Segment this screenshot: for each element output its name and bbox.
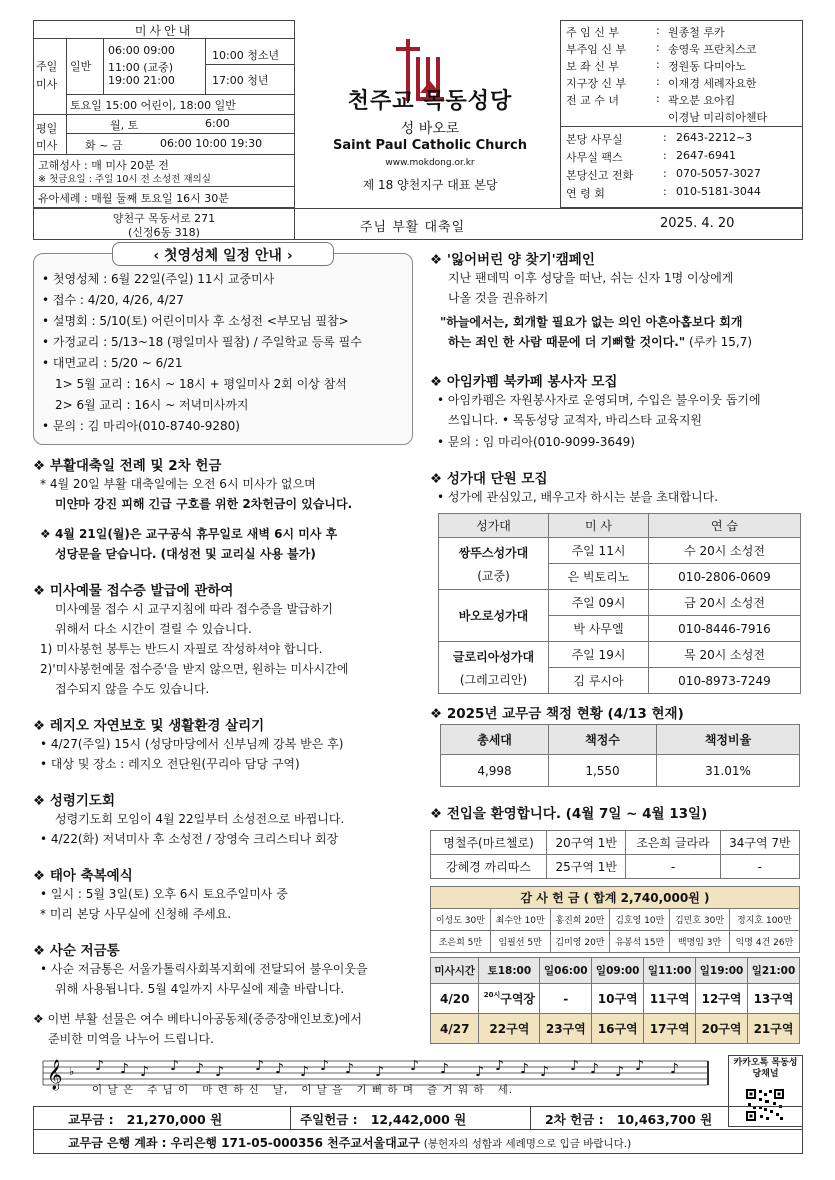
music-note-icon: ♪ bbox=[615, 1064, 624, 1080]
lent-box-text: 위해 사용됩니다. 5월 4일까지 사무실에 제출 바랍니다. bbox=[55, 982, 345, 996]
first-communion-item-text: 2> 6월 교리 : 16시 ~ 저녁미사까지 bbox=[55, 398, 249, 412]
music-note-icon: ♪ bbox=[520, 1061, 529, 1077]
general-times: 06:00 09:00 bbox=[108, 44, 175, 57]
reader-district-text: 16구역 bbox=[597, 1022, 638, 1036]
reader-district-text: 10구역 bbox=[597, 992, 638, 1006]
thanks-donor: 유봉석 15만 bbox=[610, 931, 670, 953]
bank-account-info: 교무금 은행 계좌 : 우리은행 171-05-000356 천주교서울대교구 (봉헌자의 성함과 세례명으로 입금 바랍니다.) bbox=[68, 1136, 632, 1150]
bookcafe-text: 쓰입니다. • 목동성당 교적자, 바리스타 교육지원 bbox=[448, 413, 703, 427]
fetus-blessing-title: ❖ 태아 축복예식 bbox=[33, 868, 133, 884]
newcomer-district: 25구역 1반 bbox=[547, 855, 626, 879]
spirit-prayer-text: 성령기도회 모임이 4월 22일부터 소성전으로 바뀝니다. bbox=[55, 812, 345, 826]
thanks-donor: 익명 4건 26만 bbox=[729, 931, 799, 953]
thanks-donor: 김호영 10만 bbox=[610, 909, 670, 931]
bookcafe-text: • 아임카펨은 자원봉사자로 운영되며, 수입은 불우이웃 돕기에 bbox=[437, 393, 761, 407]
staff-name: 곽오분 요아킴 bbox=[668, 94, 736, 107]
kakao-channel-label: 카카오톡 목동성당채널 bbox=[733, 1058, 798, 1079]
music-note-icon: ♪ bbox=[590, 1061, 599, 1077]
reader-date: 4/27 bbox=[431, 1014, 479, 1044]
choir-contact-name: 박 사무엘 bbox=[549, 616, 649, 642]
mass-schedule-title: 미사안내 bbox=[134, 24, 194, 38]
reader-district bbox=[696, 984, 748, 1014]
reader-date: 4/20 bbox=[431, 984, 479, 1014]
choir-contact: 010-8446-7916 bbox=[649, 616, 801, 642]
thanks-donor: 이성도 30만 bbox=[431, 909, 491, 931]
legio-title: ❖ 레지오 자연보호 및 생활환경 살리기 bbox=[33, 718, 265, 734]
music-note-icon: ♪ bbox=[300, 1064, 309, 1080]
staff-colon: : bbox=[656, 24, 660, 37]
district-rep: 제 18 양천지구 대표 본당 bbox=[362, 178, 498, 192]
reader-district-text: 구역장 bbox=[500, 992, 536, 1006]
staff-name: 정원동 다미아노 bbox=[668, 60, 746, 73]
first-communion-item-text: 대면교리 : 5/20 ~ 6/21 bbox=[52, 356, 183, 370]
legio-text: • 대상 및 장소 : 레지오 전단원(꾸리아 담당 구역) bbox=[40, 757, 300, 771]
tithe-value: 4,998 bbox=[441, 755, 549, 787]
reader-schedule-header: 일06:00 bbox=[540, 958, 592, 984]
first-communion-item bbox=[55, 395, 249, 415]
staff-role: 전 교 수 녀 bbox=[566, 94, 619, 107]
staff-role: 지구장 신 부 bbox=[566, 77, 627, 90]
music-note-icon: ♪ bbox=[95, 1058, 104, 1074]
first-communion-item-text: 설명회 : 5/10(토) 어린이미사 후 소성전 <부모님 필참> bbox=[52, 314, 349, 328]
music-note-icon: ♪ bbox=[635, 1058, 644, 1074]
first-communion-item-text: 1> 5월 교리 : 16시 ~ 18시 + 평일미사 2회 이상 참석 bbox=[55, 377, 347, 391]
church-address-old: (신정6동 318) bbox=[128, 226, 200, 239]
newcomer-name: 강혜경 까리따스 bbox=[431, 855, 547, 879]
patron-saint: 성 바오로 bbox=[400, 121, 460, 137]
contact-value: 070-5057-3027 bbox=[676, 167, 761, 180]
reader-schedule-header: 일19:00 bbox=[696, 958, 748, 984]
reader-district bbox=[479, 984, 540, 1014]
church-name: 천주교 목동성당 bbox=[347, 89, 513, 114]
first-communion-item: • 설명회 : 5/10(토) 어린이미사 후 소성전 <부모님 필참> bbox=[42, 314, 349, 328]
sunday-offering-total: 주일헌금 : 12,442,000 원 bbox=[300, 1112, 467, 1127]
choir-header: 미 사 bbox=[549, 514, 649, 538]
reader-district bbox=[540, 1014, 592, 1044]
reader-note: 20시 bbox=[483, 991, 501, 999]
music-note-icon: ♪ bbox=[320, 1058, 329, 1074]
mass-offering-text: 2)'미사봉헌예물 접수증'을 받지 않으면, 원하는 미사시간에 bbox=[40, 662, 349, 676]
welcome-title: ❖ 전입을 환영합니다. (4월 7일 ~ 4월 13일) bbox=[430, 806, 708, 822]
choir-mass: 주일 19시 bbox=[549, 642, 649, 668]
music-note-icon: ♪ bbox=[495, 1058, 504, 1074]
bookcafe-contact: • 문의 : 임 마리아(010-9099-3649) bbox=[437, 435, 635, 449]
scripture-quote: 하는 죄인 한 사람 때문에 더 기뻐할 것이다." (루카 15,7) bbox=[448, 335, 753, 349]
choir-title: ❖ 성가대 단원 모집 bbox=[430, 471, 548, 487]
thanks-donor: 홍진희 20만 bbox=[550, 909, 610, 931]
choir-header: 성가대 bbox=[439, 514, 549, 538]
choir-contact: 010-8973-7249 bbox=[649, 668, 801, 694]
young-adult-mass: 17:00 청년 bbox=[212, 74, 269, 87]
spirit-prayer-text: • 4/22(화) 저녁미사 후 소성전 / 장영숙 크리스티나 회장 bbox=[40, 832, 339, 846]
reader-district bbox=[592, 1014, 644, 1044]
music-note-icon: ♪ bbox=[410, 1058, 419, 1074]
reader-district-text: 20구역 bbox=[701, 1022, 742, 1036]
easter-text: * 4월 20일 부활 대축일에는 오전 6시 미사가 없으며 bbox=[40, 477, 316, 491]
tithe-total: 교무금 : 21,270,000 원 bbox=[68, 1112, 223, 1127]
mass-offering-title: ❖ 미사예물 접수증 발급에 관하여 bbox=[33, 583, 234, 599]
staff-name: 이재경 세례자요한 bbox=[668, 77, 757, 90]
music-note-icon: ♪ bbox=[255, 1058, 264, 1074]
reader-district bbox=[696, 1014, 748, 1044]
staff-colon: : bbox=[656, 58, 660, 71]
fetus-blessing-text: • 일시 : 5월 3일(토) 오후 6시 토요주일미사 중 bbox=[40, 887, 288, 901]
tithe-header: 총세대 bbox=[441, 725, 549, 755]
first-communion-item-text: 문의 : 김 마리아(010-8740-9280) bbox=[52, 419, 240, 433]
thanks-donor: 김미영 20만 bbox=[550, 931, 610, 953]
first-communion-item: • 가정교리 : 5/13~18 (평일미사 필참) / 주일학교 등록 필수 bbox=[42, 335, 362, 349]
staff-role: 부주임 신 부 bbox=[566, 43, 627, 56]
general-times: 19:00 21:00 bbox=[108, 74, 175, 87]
reader-district bbox=[748, 984, 800, 1014]
contact-colon: : bbox=[663, 167, 667, 180]
spirit-prayer-title: ❖ 성령기도회 bbox=[33, 793, 116, 809]
reader-district-text: 21구역 bbox=[753, 1022, 794, 1036]
first-communion-item-text: 가정교리 : 5/13~18 (평일미사 필참) / 주일학교 등록 필수 bbox=[52, 335, 362, 349]
reader-schedule-header: 일21:00 bbox=[748, 958, 800, 984]
choir-name: 글로리아성가대 (그레고리안) bbox=[439, 642, 549, 694]
tithe-header: 책정비율 bbox=[657, 725, 800, 755]
music-note-icon: ♪ bbox=[440, 1061, 449, 1077]
svg-text:𝄞: 𝄞 bbox=[47, 1060, 63, 1090]
choir-practice: 수 20시 소성전 bbox=[649, 538, 801, 564]
reader-schedule-header: 일11:00 bbox=[644, 958, 696, 984]
general-times: 11:00 (교중) bbox=[108, 61, 174, 74]
thanks-donor: 최수안 10만 bbox=[490, 909, 550, 931]
easter-gift-text: 준비한 미역을 나누어 드립니다. bbox=[48, 1032, 214, 1046]
contact-colon: : bbox=[663, 131, 667, 144]
newcomer-name: - bbox=[626, 855, 720, 879]
mon-sat-time: 6:00 bbox=[205, 117, 230, 130]
lent-box-text: • 사순 저금통은 서울가톨릭사회복지회에 전달되어 불우이웃을 bbox=[40, 962, 368, 976]
reader-district bbox=[540, 984, 592, 1014]
choir-practice: 금 20시 소성전 bbox=[649, 590, 801, 616]
thanks-donor: 정지호 100만 bbox=[729, 909, 799, 931]
music-note-icon: ♪ bbox=[670, 1061, 679, 1077]
choir-name: 쌍뚜스성가대 (교중) bbox=[439, 538, 549, 590]
thanks-donor: 조은희 5만 bbox=[431, 931, 491, 953]
newcomer-district: 20구역 1반 bbox=[547, 831, 626, 855]
newcomer-name: 조은희 글라라 bbox=[626, 831, 720, 855]
first-communion-item-text: 접수 : 4/20, 4/26, 4/27 bbox=[52, 293, 184, 307]
legio-text: • 4/27(주일) 15시 (성당마당에서 신부님께 강복 받은 후) bbox=[40, 737, 344, 751]
thanks-offering-table bbox=[430, 886, 800, 953]
music-note-icon: ♪ bbox=[275, 1061, 284, 1077]
lost-sheep-text: 나올 것을 권유하기 bbox=[448, 291, 549, 305]
choir-practice: 목 20시 소성전 bbox=[649, 642, 801, 668]
staff-colon: : bbox=[656, 75, 660, 88]
reader-district-text: 11구역 bbox=[649, 992, 690, 1006]
youth-mass: 10:00 청소년 bbox=[212, 49, 280, 62]
tithe-title: ❖ 2025년 교무금 책정 현황 (4/13 현재) bbox=[430, 706, 684, 722]
choir-header: 연 습 bbox=[649, 514, 801, 538]
choir-table bbox=[438, 513, 801, 694]
music-note-icon: ♪ bbox=[140, 1064, 149, 1080]
church-english-name: Saint Paul Catholic Church bbox=[332, 138, 528, 153]
contact-label: 사무실 팩스 bbox=[566, 151, 623, 164]
music-note-icon: ♪ bbox=[475, 1064, 484, 1080]
confession-info: 고해성사 : 매 미사 20분 전 bbox=[38, 159, 169, 172]
contact-value: 010-5181-3044 bbox=[676, 185, 761, 198]
easter-text: 미얀마 강진 피해 긴급 구호를 위한 2차헌금이 있습니다. bbox=[55, 497, 353, 511]
reader-district-text: 13구역 bbox=[753, 992, 794, 1006]
bulletin-date: 2025. 4. 20 bbox=[660, 216, 735, 231]
staff-role: 보 좌 신 부 bbox=[566, 60, 619, 73]
mass-offering-text: 접수되지 않을 수도 있습니다. bbox=[55, 682, 210, 696]
church-website[interactable]: www.mokdong.or.kr bbox=[385, 158, 475, 168]
tue-fri-times: 06:00 10:00 19:30 bbox=[160, 137, 263, 150]
mon-sat-label: 월, 토 bbox=[110, 119, 139, 132]
easter-title: ❖ 부활대축일 전례 및 2차 헌금 bbox=[33, 458, 222, 474]
music-note-icon: ♪ bbox=[345, 1061, 354, 1077]
reader-district bbox=[644, 984, 696, 1014]
music-note-icon: ♪ bbox=[215, 1064, 224, 1080]
choir-mass: 주일 09시 bbox=[549, 590, 649, 616]
reader-district bbox=[479, 1014, 540, 1044]
thanks-donor: 백명임 3만 bbox=[670, 931, 730, 953]
newcomer-district: 34구역 7반 bbox=[720, 831, 799, 855]
thanks-donor: 김민호 30만 bbox=[670, 909, 730, 931]
first-communion-item: • 대면교리 : 5/20 ~ 6/21 bbox=[42, 356, 183, 370]
church-address: 양천구 목동서로 271 bbox=[112, 212, 216, 225]
staff-colon: : bbox=[656, 92, 660, 105]
easter-text: ❖ 4월 21일(월)은 교구공식 휴무일로 새벽 6시 미사 후 bbox=[40, 527, 338, 541]
scripture-quote: "하늘에서는, 회개할 필요가 없는 의인 아흔아홉보다 회개 bbox=[440, 315, 743, 329]
hymn-lyrics: 이 날 은 주 님 이 마 련 하 신 날, 이 날 을 기 뻐 하 며 즐 거 워 하 세. bbox=[92, 1084, 514, 1096]
music-note-icon: ♪ bbox=[170, 1058, 179, 1074]
choir-mass: 주일 11시 bbox=[549, 538, 649, 564]
staff-name: 원종철 루카 bbox=[668, 26, 725, 39]
mass-offering-text: 위해서 다소 시간이 걸릴 수 있습니다. bbox=[55, 622, 252, 636]
mass-offering-text: 1) 미사봉헌 봉투는 반드시 자필로 작성하셔야 합니다. bbox=[40, 642, 323, 656]
lost-sheep-text: 지난 팬데믹 이후 성당을 떠난, 쉬는 신자 1명 이상에게 bbox=[448, 271, 734, 285]
mass-offering-text: 미사예물 접수 시 교구지침에 따라 접수증을 발급하기 bbox=[55, 602, 333, 616]
reader-schedule-header: 미사시간 bbox=[431, 958, 479, 984]
reader-schedule-header: 토18:00 bbox=[479, 958, 540, 984]
weekday-mass-label: 평일 미사 bbox=[36, 122, 58, 152]
first-communion-title: ‹ 첫영성체 일정 안내 › bbox=[153, 248, 293, 264]
contact-value: 2643-2212~3 bbox=[676, 131, 753, 144]
first-communion-item bbox=[55, 374, 347, 394]
easter-gift-text: ❖ 이번 부활 선물은 여수 베타니아공동체(중증장애인보호)에서 bbox=[33, 1012, 363, 1026]
thanks-donor: 임필선 5만 bbox=[490, 931, 550, 953]
staff-role: 주 임 신 부 bbox=[566, 26, 619, 39]
contact-colon: : bbox=[663, 149, 667, 162]
fetus-blessing-text: * 미리 본당 사무실에 신청해 주세요. bbox=[40, 907, 232, 921]
music-note-icon: ♪ bbox=[375, 1064, 384, 1080]
general-label: 일반 bbox=[70, 60, 92, 73]
music-note-icon: ♪ bbox=[540, 1064, 549, 1080]
choir-contact-name: 김 루시아 bbox=[549, 668, 649, 694]
music-note-icon: ♪ bbox=[570, 1058, 579, 1074]
reader-district-text: 22구역 bbox=[489, 1022, 530, 1036]
welcome-table bbox=[430, 830, 800, 879]
bookcafe-title: ❖ 아임카펨 북카페 봉사자 모집 bbox=[430, 374, 618, 390]
contact-label: 본당 사무실 bbox=[566, 133, 623, 146]
newcomer-name: 명철주(마르첼로) bbox=[431, 831, 547, 855]
first-communion-item: • 첫영성체 : 6월 22일(주일) 11시 교중미사 bbox=[42, 272, 275, 286]
first-communion-item: • 문의 : 김 마리아(010-8740-9280) bbox=[42, 419, 240, 433]
tithe-value: 1,550 bbox=[549, 755, 657, 787]
first-communion-item-text: 첫영성체 : 6월 22일(주일) 11시 교중미사 bbox=[52, 272, 275, 286]
lent-box-title: ❖ 사순 저금통 bbox=[33, 943, 120, 959]
second-collection-total: 2차 헌금 : 10,463,700 원 bbox=[545, 1112, 713, 1127]
reader-district bbox=[644, 1014, 696, 1044]
sunday-mass-label: 주일 미사 bbox=[36, 60, 58, 91]
reader-schedule-header: 일09:00 bbox=[592, 958, 644, 984]
reader-district bbox=[592, 984, 644, 1014]
newcomer-district: - bbox=[720, 855, 799, 879]
tue-fri-label: 화 ~ 금 bbox=[85, 139, 123, 152]
reader-district-text: 17구역 bbox=[649, 1022, 690, 1036]
contact-value: 2647-6941 bbox=[676, 149, 736, 162]
music-note-icon: ♪ bbox=[195, 1061, 204, 1077]
staff-name: 송영욱 프란치스코 bbox=[668, 43, 757, 56]
confession-note: ※ 첫금요일 : 주일 10시 전 소성전 재의실 bbox=[38, 174, 211, 185]
staff-name: 이경남 미리히아첸타 bbox=[668, 111, 768, 124]
reader-district-text: 12구역 bbox=[701, 992, 742, 1006]
contact-label: 연 령 회 bbox=[566, 187, 605, 200]
reader-district-text: 23구역 bbox=[545, 1022, 586, 1036]
choir-contact: 010-2806-0609 bbox=[649, 564, 801, 590]
contact-label: 본당신고 전화 bbox=[566, 169, 634, 182]
tithe-header: 책정수 bbox=[549, 725, 657, 755]
reader-schedule-table bbox=[430, 957, 800, 1044]
contact-colon: : bbox=[663, 185, 667, 198]
choir-name: 바오로성가대 bbox=[439, 590, 549, 642]
liturgical-day-title: 주님 부활 대축일 bbox=[360, 220, 466, 235]
svg-text:♭: ♭ bbox=[69, 1065, 75, 1078]
tithe-value: 31.01% bbox=[657, 755, 800, 787]
lost-sheep-title: ❖ '잃어버린 양 찾기'캠페인 bbox=[430, 252, 595, 268]
thanks-offering-title: 감 사 헌 금 ( 합계 2,740,000원 ) bbox=[431, 887, 800, 909]
reader-district bbox=[748, 1014, 800, 1044]
saturday-mass: 토요일 15:00 어린이, 18:00 일반 bbox=[70, 99, 236, 112]
easter-text: 성당문을 닫습니다. (대성전 및 교리실 사용 불가) bbox=[55, 547, 316, 561]
infant-baptism-info: 유아세례 : 매월 둘째 토요일 16시 30분 bbox=[38, 192, 229, 205]
first-communion-item: • 접수 : 4/20, 4/26, 4/27 bbox=[42, 293, 184, 307]
choir-desc: • 성가에 관심있고, 배우고자 하시는 분을 초대합니다. bbox=[437, 490, 719, 504]
music-note-icon: ♪ bbox=[120, 1061, 129, 1077]
choir-contact-name: 은 빅토리노 bbox=[549, 564, 649, 590]
tithe-table bbox=[440, 724, 800, 787]
staff-colon: : bbox=[656, 41, 660, 54]
reader-district-text: - bbox=[563, 991, 569, 1006]
